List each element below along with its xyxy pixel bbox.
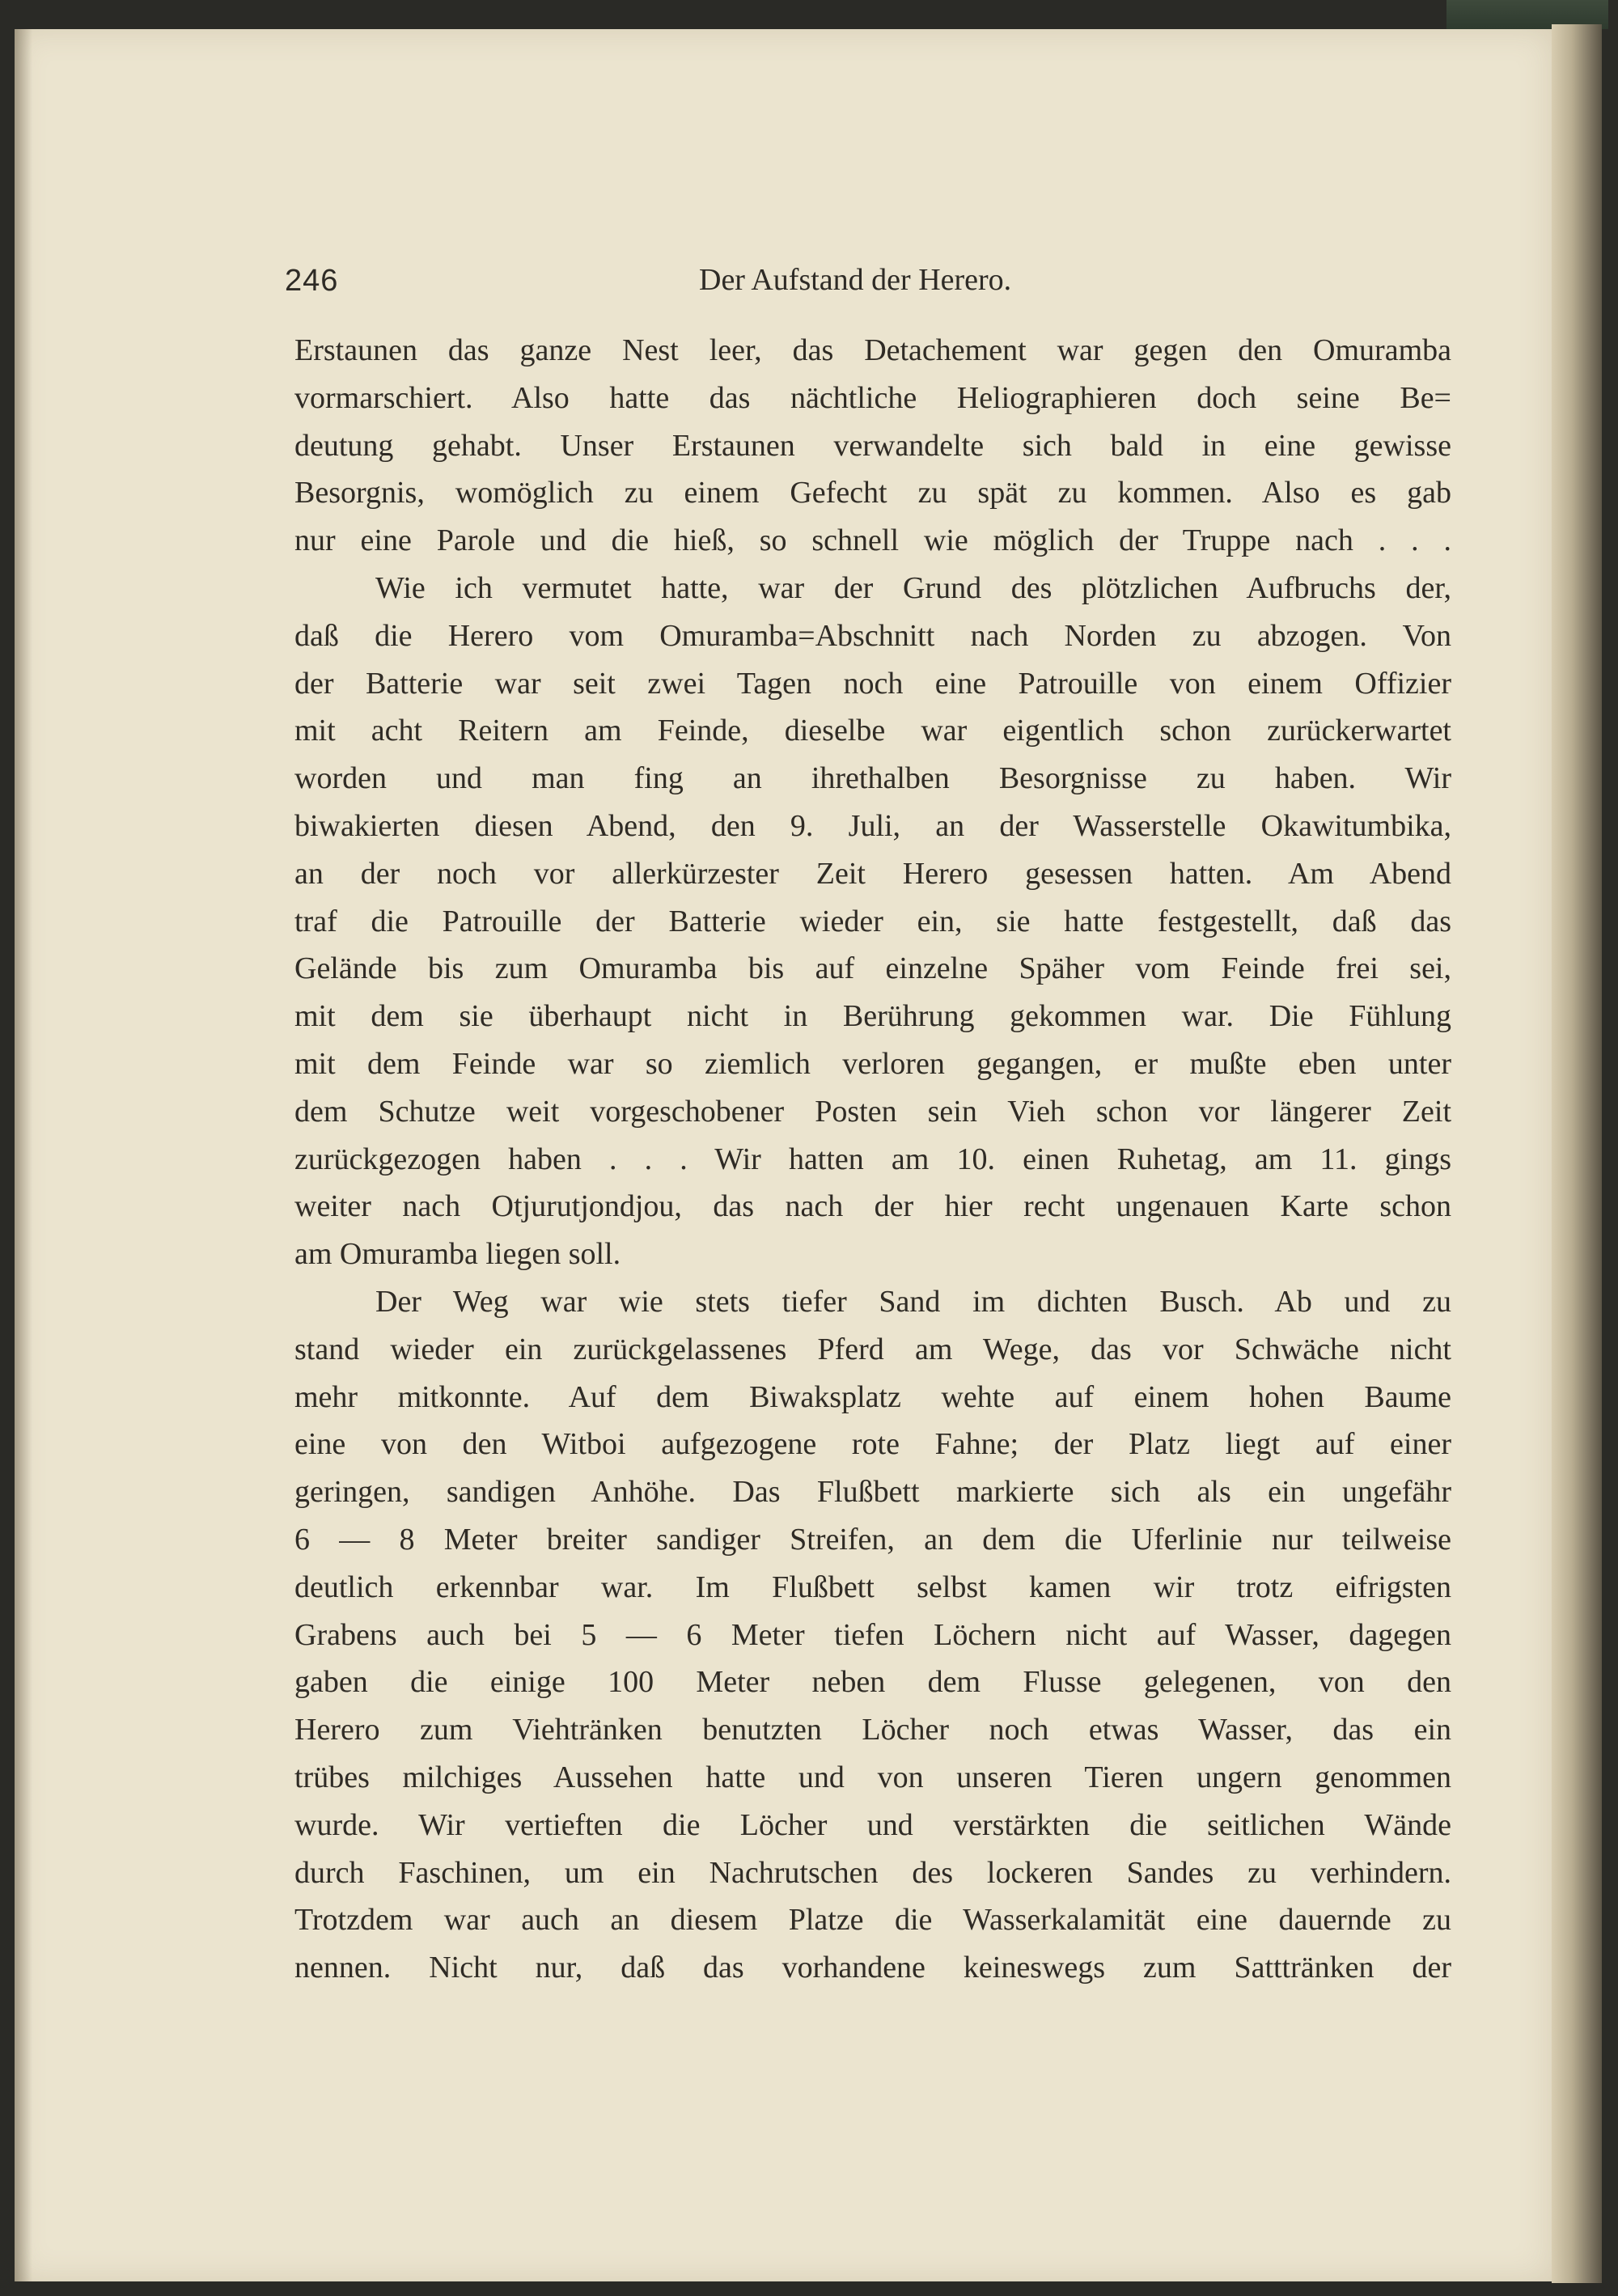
text-line: eine von den Witboi aufgezogene rote Fahne; der Platz liegt auf einer (294, 1427, 1451, 1462)
text-line: daß die Herero vom Omuramba=Abschnitt nach Norden zu abzogen. Von (294, 618, 1451, 653)
page-edge (1552, 24, 1602, 2283)
text-line: mit dem sie überhaupt nicht in Berührung gekommen war. Die Fühlung (294, 999, 1451, 1034)
text-line: worden und man fing an ihrethalben Besorgnisse zu haben. Wir (294, 761, 1451, 796)
text-line: durch Faschinen, um ein Nachrutschen des lockeren Sandes zu verhindern. (294, 1855, 1451, 1890)
text-line: nur eine Parole und die hieß, so schnell wie möglich der Truppe nach . . . (294, 523, 1451, 558)
text-line: nennen. Nicht nur, daß das vorhandene keineswegs zum Satttränken der (294, 1951, 1451, 1985)
text-line: an der noch vor allerkürzester Zeit Herero gesessen hatten. Am Abend (294, 856, 1451, 891)
text-line: biwakierten diesen Abend, den 9. Juli, an der Wasserstelle Okawitumbika, (294, 808, 1451, 843)
text-line: Besorgnis, womöglich zu einem Gefecht zu spät zu kommen. Also es gab (294, 476, 1451, 510)
text-line: geringen, sandigen Anhöhe. Das Flußbett markierte sich als ein ungefähr (294, 1475, 1451, 1510)
text-line: der Batterie war seit zwei Tagen noch eine Patrouille von einem Offizier (294, 666, 1451, 701)
book-page (15, 29, 1552, 2281)
text-line: Wie ich vermutet hatte, war der Grund des plötzlichen Aufbruchs der, (375, 570, 1451, 605)
gutter-shadow (15, 29, 32, 2281)
text-line: wurde. Wir vertieften die Löcher und verstärkten die seitlichen Wände (294, 1807, 1451, 1842)
text-line: Grabens auch bei 5 — 6 Meter tiefen Löchern nicht auf Wasser, dagegen (294, 1617, 1451, 1652)
running-title: Der Aufstand der Herero. (699, 263, 1012, 297)
text-line: zurückgezogen haben . . . Wir hatten am 10. einen Ruhetag, am 11. gings (294, 1142, 1451, 1176)
text-line: Erstaunen das ganze Nest leer, das Detachement war gegen den Omuramba (294, 333, 1451, 367)
text-line: weiter nach Otjurutjondjou, das nach der hier recht ungenauen Karte schon (294, 1189, 1451, 1224)
text-line: mit acht Reitern am Feinde, dieselbe war eigentlich schon zurückerwartet (294, 714, 1451, 748)
text-line: Gelände bis zum Omuramba bis auf einzelne Späher vom Feinde frei sei, (294, 951, 1451, 986)
text-line: trübes milchiges Aussehen hatte und von unseren Tieren ungern genommen (294, 1760, 1451, 1794)
text-line: traf die Patrouille der Batterie wieder ein, sie hatte festgestellt, daß das (294, 904, 1451, 938)
text-line: Trotzdem war auch an diesem Platze die Wasserkalamität eine dauernde zu (294, 1903, 1451, 1938)
text-line: vormarschiert. Also hatte das nächtliche Heliographieren doch seine Be= (294, 380, 1451, 415)
text-line: deutung gehabt. Unser Erstaunen verwandelte sich bald in eine gewisse (294, 428, 1451, 463)
text-line: Der Weg war wie stets tiefer Sand im dichten Busch. Ab und zu (375, 1284, 1451, 1319)
text-line: dem Schutze weit vorgeschobener Posten sein Vieh schon vor längerer Zeit (294, 1094, 1451, 1129)
text-line: am Omuramba liegen soll. (294, 1237, 621, 1272)
text-line: deutlich erkennbar war. Im Flußbett selbst kamen wir trotz eifrigsten (294, 1569, 1451, 1604)
text-line: stand wieder ein zurückgelassenes Pferd am Wege, das vor Schwäche nicht (294, 1332, 1451, 1366)
text-line: mit dem Feinde war so ziemlich verloren gegangen, er mußte eben unter (294, 1046, 1451, 1081)
page-number: 246 (285, 264, 339, 298)
body-text (294, 327, 1451, 1992)
page-header (15, 256, 1552, 312)
text-line: mehr mitkonnte. Auf dem Biwaksplatz wehte auf einem hohen Baume (294, 1379, 1451, 1414)
text-line: Herero zum Viehtränken benutzten Löcher noch etwas Wasser, das ein (294, 1713, 1451, 1747)
text-line: 6 — 8 Meter breiter sandiger Streifen, an dem die Uferlinie nur teilweise (294, 1522, 1451, 1557)
text-line: gaben die einige 100 Meter neben dem Flusse gelegenen, von den (294, 1665, 1451, 1700)
